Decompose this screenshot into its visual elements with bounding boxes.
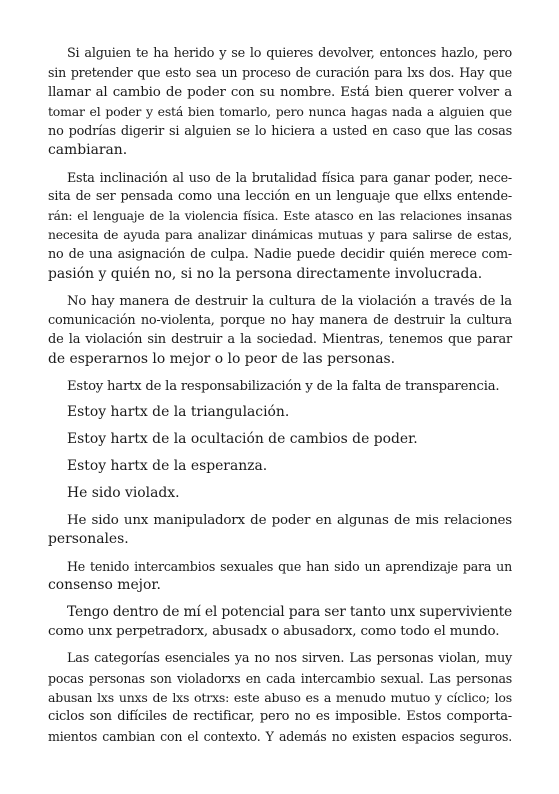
text-line: personales. (48, 531, 129, 548)
text-line: no podrías digerir si alguien se lo hiciera a usted en caso que las cosas (48, 123, 512, 139)
text-line: de la violación sin destruir a la sociedad. Mientras, tenemos que parar (48, 332, 512, 348)
paragraph (48, 649, 512, 746)
text-line: no de una asignación de culpa. Nadie puede decidir quién merece com- (48, 247, 512, 263)
text-line: No hay manera de destruir la cultura de la violación a través de la (67, 293, 512, 309)
text-line: Estoy hartx de la triangulación. (67, 404, 290, 421)
text-line: como unx perpetradorx, abusadx o abusadorx, como todo el mundo. (48, 624, 500, 640)
text-line: rán: el lenguaje de la violencia física. Este atasco en las relaciones insanas (48, 208, 512, 223)
text-line: cambiaran. (48, 142, 128, 159)
paragraph (48, 168, 512, 284)
paragraph (48, 603, 512, 642)
text-line: He sido violadx. (67, 484, 180, 501)
paragraph (48, 403, 512, 422)
text-line: Las categorías esenciales ya no nos sirven. Las personas violan, muy (67, 651, 512, 667)
paragraph (48, 430, 512, 449)
text-line: Estoy hartx de la responsabilización y de la falta de transparencia. (67, 378, 500, 394)
text-line: consenso mejor. (48, 577, 161, 594)
text-line: Tengo dentro de mí el potencial para ser tanto unx superviviente (67, 604, 512, 621)
paragraph (48, 511, 512, 550)
document-page (48, 44, 512, 754)
text-line: He tenido intercambios sexuales que han sido un aprendizaje para un (67, 558, 512, 574)
text-line: He sido unx manipuladorx de poder en algunas de mis relaciones (67, 512, 512, 528)
text-line: tomar el poder y está bien tomarlo, pero nunca hagas nada a alguien que (48, 104, 512, 120)
text-line: sita de ser pensada como una lección en un lenguaje que ellxs entende- (48, 189, 512, 205)
text-line: comunicación no-violenta, porque no hay manera de destruir la cultura (48, 313, 512, 329)
text-line: abusan lxs unxs de lxs otrxs: este abuso es a menudo mutuo y cíclico; los (48, 690, 512, 706)
text-line: Estoy hartx de la ocultación de cambios de poder. (67, 431, 418, 448)
text-line: pocas personas son violadorxs en cada intercambio sexual. Las personas (48, 670, 512, 686)
paragraph (48, 44, 512, 160)
text-line: Si alguien te ha herido y se lo quieres devolver, entonces hazlo, pero (67, 46, 512, 61)
text-line: sin pretender que esto sea un proceso de curación para lxs dos. Hay que (48, 65, 512, 81)
text-line: pasión y quién no, si no la persona directamente involucrada. (48, 265, 483, 282)
paragraph (48, 377, 512, 396)
text-line: llamar al cambio de poder con su nombre. Está bien querer volver a (48, 84, 512, 100)
text-line: Esta inclinación al uso de la brutalidad física para ganar poder, nece- (67, 169, 512, 185)
text-line: ciclos son difíciles de rectificar, pero no es imposible. Estos comporta- (48, 709, 512, 725)
text-line: de esperarnos lo mejor o lo peor de las personas. (48, 350, 396, 367)
text-line: mientos cambian con el contexto. Y además no existen espacios seguros. (48, 728, 512, 744)
paragraph (48, 292, 512, 370)
paragraph (48, 457, 512, 476)
text-line: necesita de ayuda para analizar dinámicas mutuas y para salirse de estas, (48, 228, 512, 243)
paragraph (48, 557, 512, 596)
text-line: Estoy hartx de la esperanza. (67, 458, 268, 475)
paragraph (48, 484, 512, 503)
